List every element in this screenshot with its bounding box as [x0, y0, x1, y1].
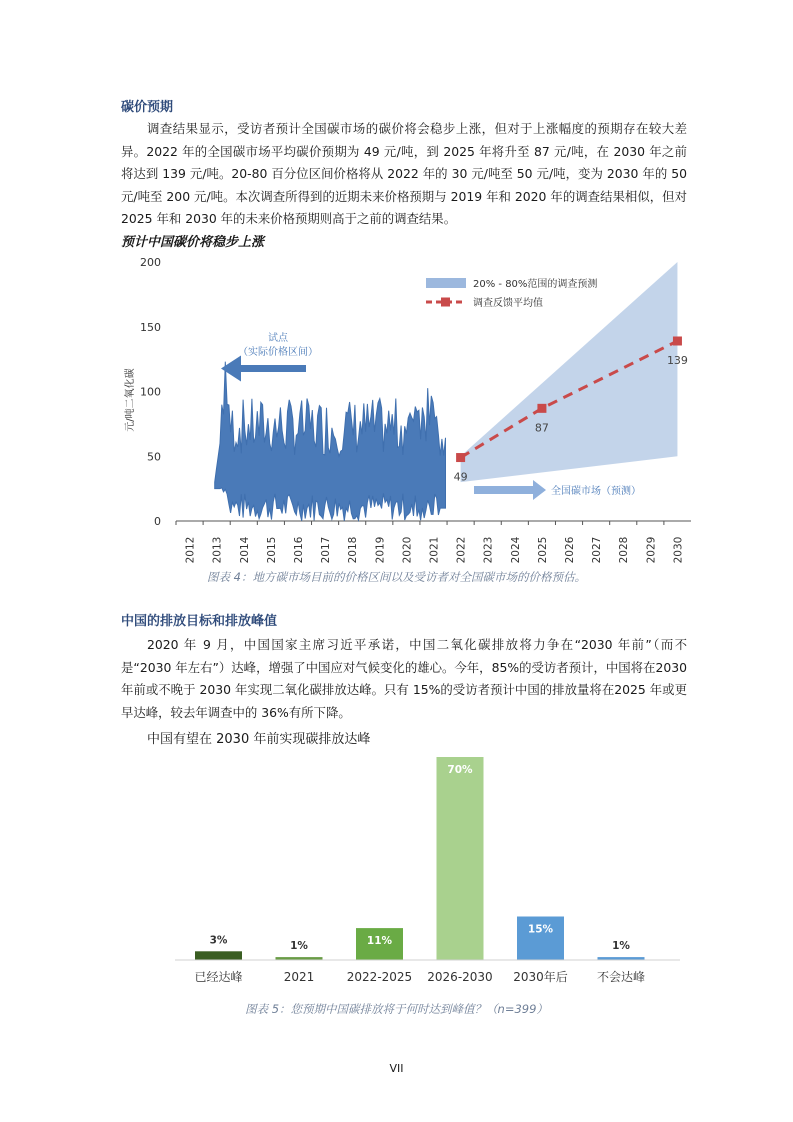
- x-tick-label: 2028: [618, 536, 631, 564]
- mean-point: [537, 404, 546, 413]
- y-axis-label: 元/吨二氧化碳: [125, 368, 136, 432]
- carbon-price-chart: [121, 250, 701, 565]
- mean-value-label: 49: [453, 470, 468, 484]
- page-number: VII: [389, 1062, 404, 1075]
- section-heading-emission-peak: 中国的排放目标和排放峰值: [121, 614, 278, 629]
- x-tick-label: 2015: [265, 536, 278, 564]
- figure4-title: 预计中国碳价将稳步上涨: [121, 235, 265, 250]
- x-tick-label: 2023: [482, 536, 495, 564]
- category-label: 不会达峰: [596, 970, 646, 984]
- x-tick-label: 2013: [211, 536, 224, 564]
- x-tick-label: 2019: [374, 536, 387, 564]
- mean-value-label: 87: [534, 421, 549, 435]
- x-tick-label: 2018: [347, 536, 360, 564]
- x-tick-label: 2020: [401, 536, 414, 564]
- x-tick-label: 2012: [184, 536, 197, 564]
- bar-value-label: 1%: [290, 940, 308, 953]
- figure5-title: 中国有望在 2030 年前实现碳排放达峰: [147, 732, 371, 747]
- mean-point: [456, 453, 465, 462]
- bar-value-label: 15%: [527, 923, 554, 936]
- x-tick-label: 2024: [509, 536, 522, 564]
- category-label: 2026-2030: [427, 970, 493, 984]
- x-tick-label: 2021: [428, 536, 441, 564]
- legend-band-label: 20% - 80%范围的调查预测: [473, 279, 598, 290]
- pilot-arrow-body: [241, 365, 306, 372]
- pilot-label-2: （实际价格区间）: [238, 347, 318, 358]
- emission-peak-bar-chart: [160, 750, 700, 995]
- bar: [437, 757, 484, 960]
- bar-value-label: 70%: [447, 764, 473, 776]
- y-tick-label: 100: [140, 385, 161, 399]
- x-tick-label: 2026: [564, 536, 577, 564]
- paragraph-carbon-price: 调查结果显示，受访者预计全国碳市场的碳价将会稳步上涨，但对于上涨幅度的预期存在较大差异。2022 年的全国碳市场平均碳价预期为 49 元/吨，到 2025 年将升至 87 元/吨，在 2030 年之前将达到 139 元/吨。20-80 百分位区间价格将从 2022 年的 30 元/吨至 50 元/吨，变为 2030 年的 50 元/吨至 200 元/吨。本次调查所得到的近期未来价格预期与 2019 年和 2020 年的调查结果相似，但对 2025 年和 2030 年的未来价格预期则高于之前的调查结果。: [121, 121, 687, 226]
- category-label: 2021: [283, 970, 315, 984]
- legend-band-swatch: [426, 278, 466, 288]
- pilot-label-1: 试点: [268, 333, 288, 344]
- figure4-caption: 图表 4：地方碳市场目前的价格区间以及受访者对全国碳市场的价格预估。: [207, 570, 586, 584]
- x-tick-label: 2022: [455, 536, 468, 564]
- x-tick-label: 2029: [645, 536, 658, 564]
- y-tick-label: 150: [140, 320, 161, 334]
- x-tick-label: 2017: [320, 536, 333, 564]
- legend-mean-marker: [441, 298, 450, 307]
- y-tick-label: 0: [154, 515, 161, 528]
- mean-value-label: 139: [666, 353, 688, 367]
- x-tick-label: 2025: [536, 536, 549, 564]
- paragraph-emission-peak: 2020 年 9 月，中国国家主席习近平承诺，中国二氧化碳排放将力争在“2030 年前”（而不是“2030 年左右”）达峰，增强了中国应对气候变化的雄心。今年，85%的受访者预计，中国将在2030 年前或不晚于 2030 年实现二氧化碳排放达峰。只有 15%的受访者预计中国的排放量将在2025 年或更早达峰，较去年调查中的 36%有所下降。: [121, 637, 687, 720]
- y-tick-label: 200: [140, 256, 161, 269]
- category-label: 已经达峰: [194, 970, 243, 984]
- national-market-label: 全国碳市场（预测）: [551, 486, 641, 497]
- x-tick-label: 2027: [591, 536, 604, 564]
- bar-value-label: 3%: [209, 934, 228, 947]
- section-heading-carbon-price: 碳价预期: [121, 100, 174, 115]
- bar-value-label: 1%: [612, 940, 630, 953]
- y-tick-label: 50: [147, 450, 161, 464]
- bar: [195, 951, 242, 960]
- figure5-caption: 图表 5：您预期中国碳排放将于何时达到峰值？（n=399）: [245, 1002, 548, 1016]
- x-tick-label: 2030: [672, 536, 685, 564]
- x-tick-label: 2014: [238, 536, 251, 564]
- category-label: 2022-2025: [346, 970, 413, 984]
- legend-mean-label: 调查反馈平均值: [473, 298, 543, 309]
- bar-value-label: 11%: [366, 935, 393, 948]
- mean-point: [673, 336, 682, 345]
- category-label: 2030年后: [513, 970, 568, 984]
- x-tick-label: 2016: [292, 536, 305, 564]
